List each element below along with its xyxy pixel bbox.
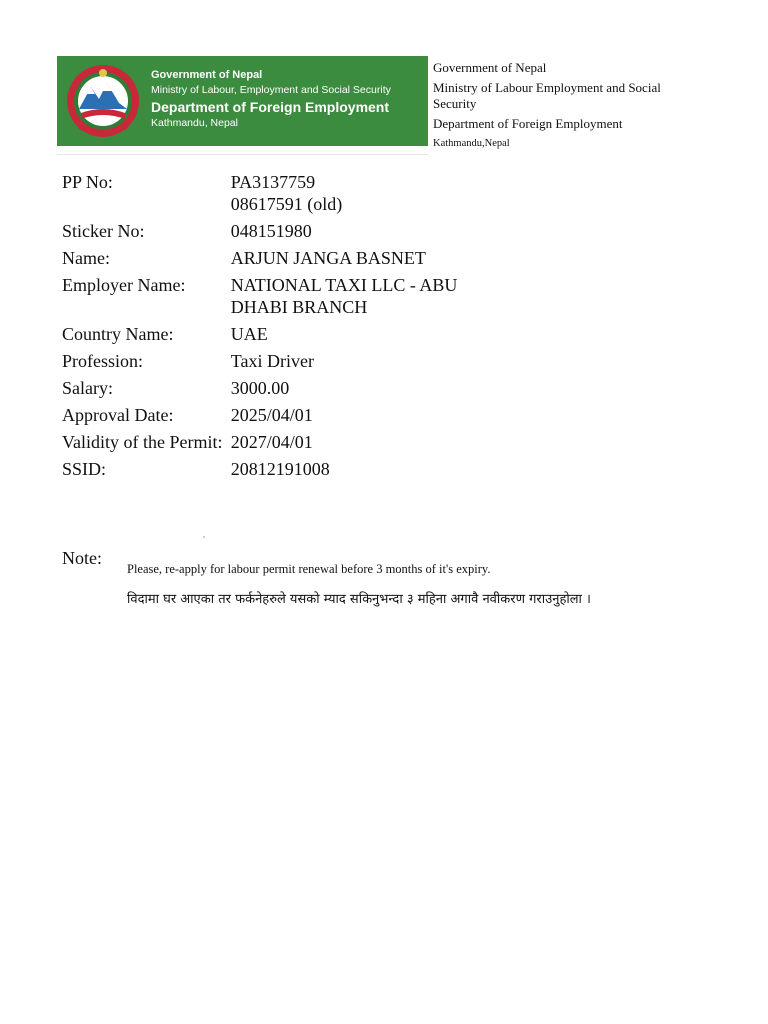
field-row-name: [62, 247, 482, 274]
field-label: SSID:: [62, 459, 107, 479]
header-text: [433, 60, 688, 156]
header-department: Department of Foreign Employment: [433, 116, 623, 131]
field-label: Employer Name:: [62, 275, 186, 295]
header-ministry: Ministry of Labour Employment and Social Security: [433, 80, 661, 111]
banner-divider: [57, 154, 428, 155]
field-row-ssid: [62, 458, 482, 485]
field-value: 2027/04/01: [230, 432, 313, 452]
field-row-salary: [62, 377, 482, 404]
field-label: Approval Date:: [62, 405, 174, 425]
field-label: Salary:: [62, 378, 113, 398]
field-row-permit-validity: [62, 431, 482, 458]
field-value: NATIONAL TAXI LLC - ABU DHABI BRANCH: [230, 275, 458, 317]
field-label: Validity of the Permit:: [62, 432, 223, 452]
field-label: Sticker No:: [62, 221, 145, 241]
nepal-emblem-icon: [63, 61, 143, 141]
field-label: Name:: [62, 248, 110, 268]
field-row-approval-date: [62, 404, 482, 431]
field-row-employer-name: [62, 274, 482, 323]
field-row-profession: [62, 350, 482, 377]
stray-dot: [203, 536, 205, 538]
note-english: Please, re-apply for labour permit renewal before 3 months of it's expiry.: [127, 562, 491, 576]
pp-no-old-value: 08617591 (old): [230, 194, 343, 214]
field-value: 3000.00: [230, 378, 290, 398]
field-value: 2025/04/01: [230, 405, 313, 425]
note-nepali: विदामा घर आएका तर फर्कनेहरुले यसको म्याद सकिनुभन्दा ३ महिना अगावै नवीकरण गराउनुहोला ।: [127, 592, 591, 607]
field-label: Profession:: [62, 351, 143, 371]
field-label: Country Name:: [62, 324, 174, 344]
field-value: [231, 171, 482, 220]
note-label: Note:: [62, 548, 102, 568]
field-value: UAE: [230, 324, 268, 344]
banner-government: Government of Nepal: [151, 69, 263, 81]
pp-no-value: PA3137759: [230, 172, 316, 192]
banner-location: Kathmandu, Nepal: [151, 116, 238, 129]
header-location: Kathmandu,Nepal: [433, 138, 510, 149]
field-value: 048151980: [230, 221, 312, 241]
banner-department: Department of Foreign Employment: [151, 98, 390, 115]
field-value: ARJUN JANGA BASNET: [230, 248, 426, 268]
field-row-sticker-no: [62, 220, 482, 247]
header-government: Government of Nepal: [433, 60, 547, 75]
banner-ministry: Ministry of Labour, Employment and Social Security: [151, 84, 391, 96]
field-value: 20812191008: [230, 459, 330, 479]
permit-details-table: [62, 171, 482, 485]
department-banner: [57, 56, 428, 146]
field-value: Taxi Driver: [230, 351, 315, 371]
field-row-pp-no: [62, 171, 482, 220]
field-row-country-name: [62, 323, 482, 350]
banner-text: [151, 70, 391, 128]
field-label: PP No:: [62, 172, 113, 192]
